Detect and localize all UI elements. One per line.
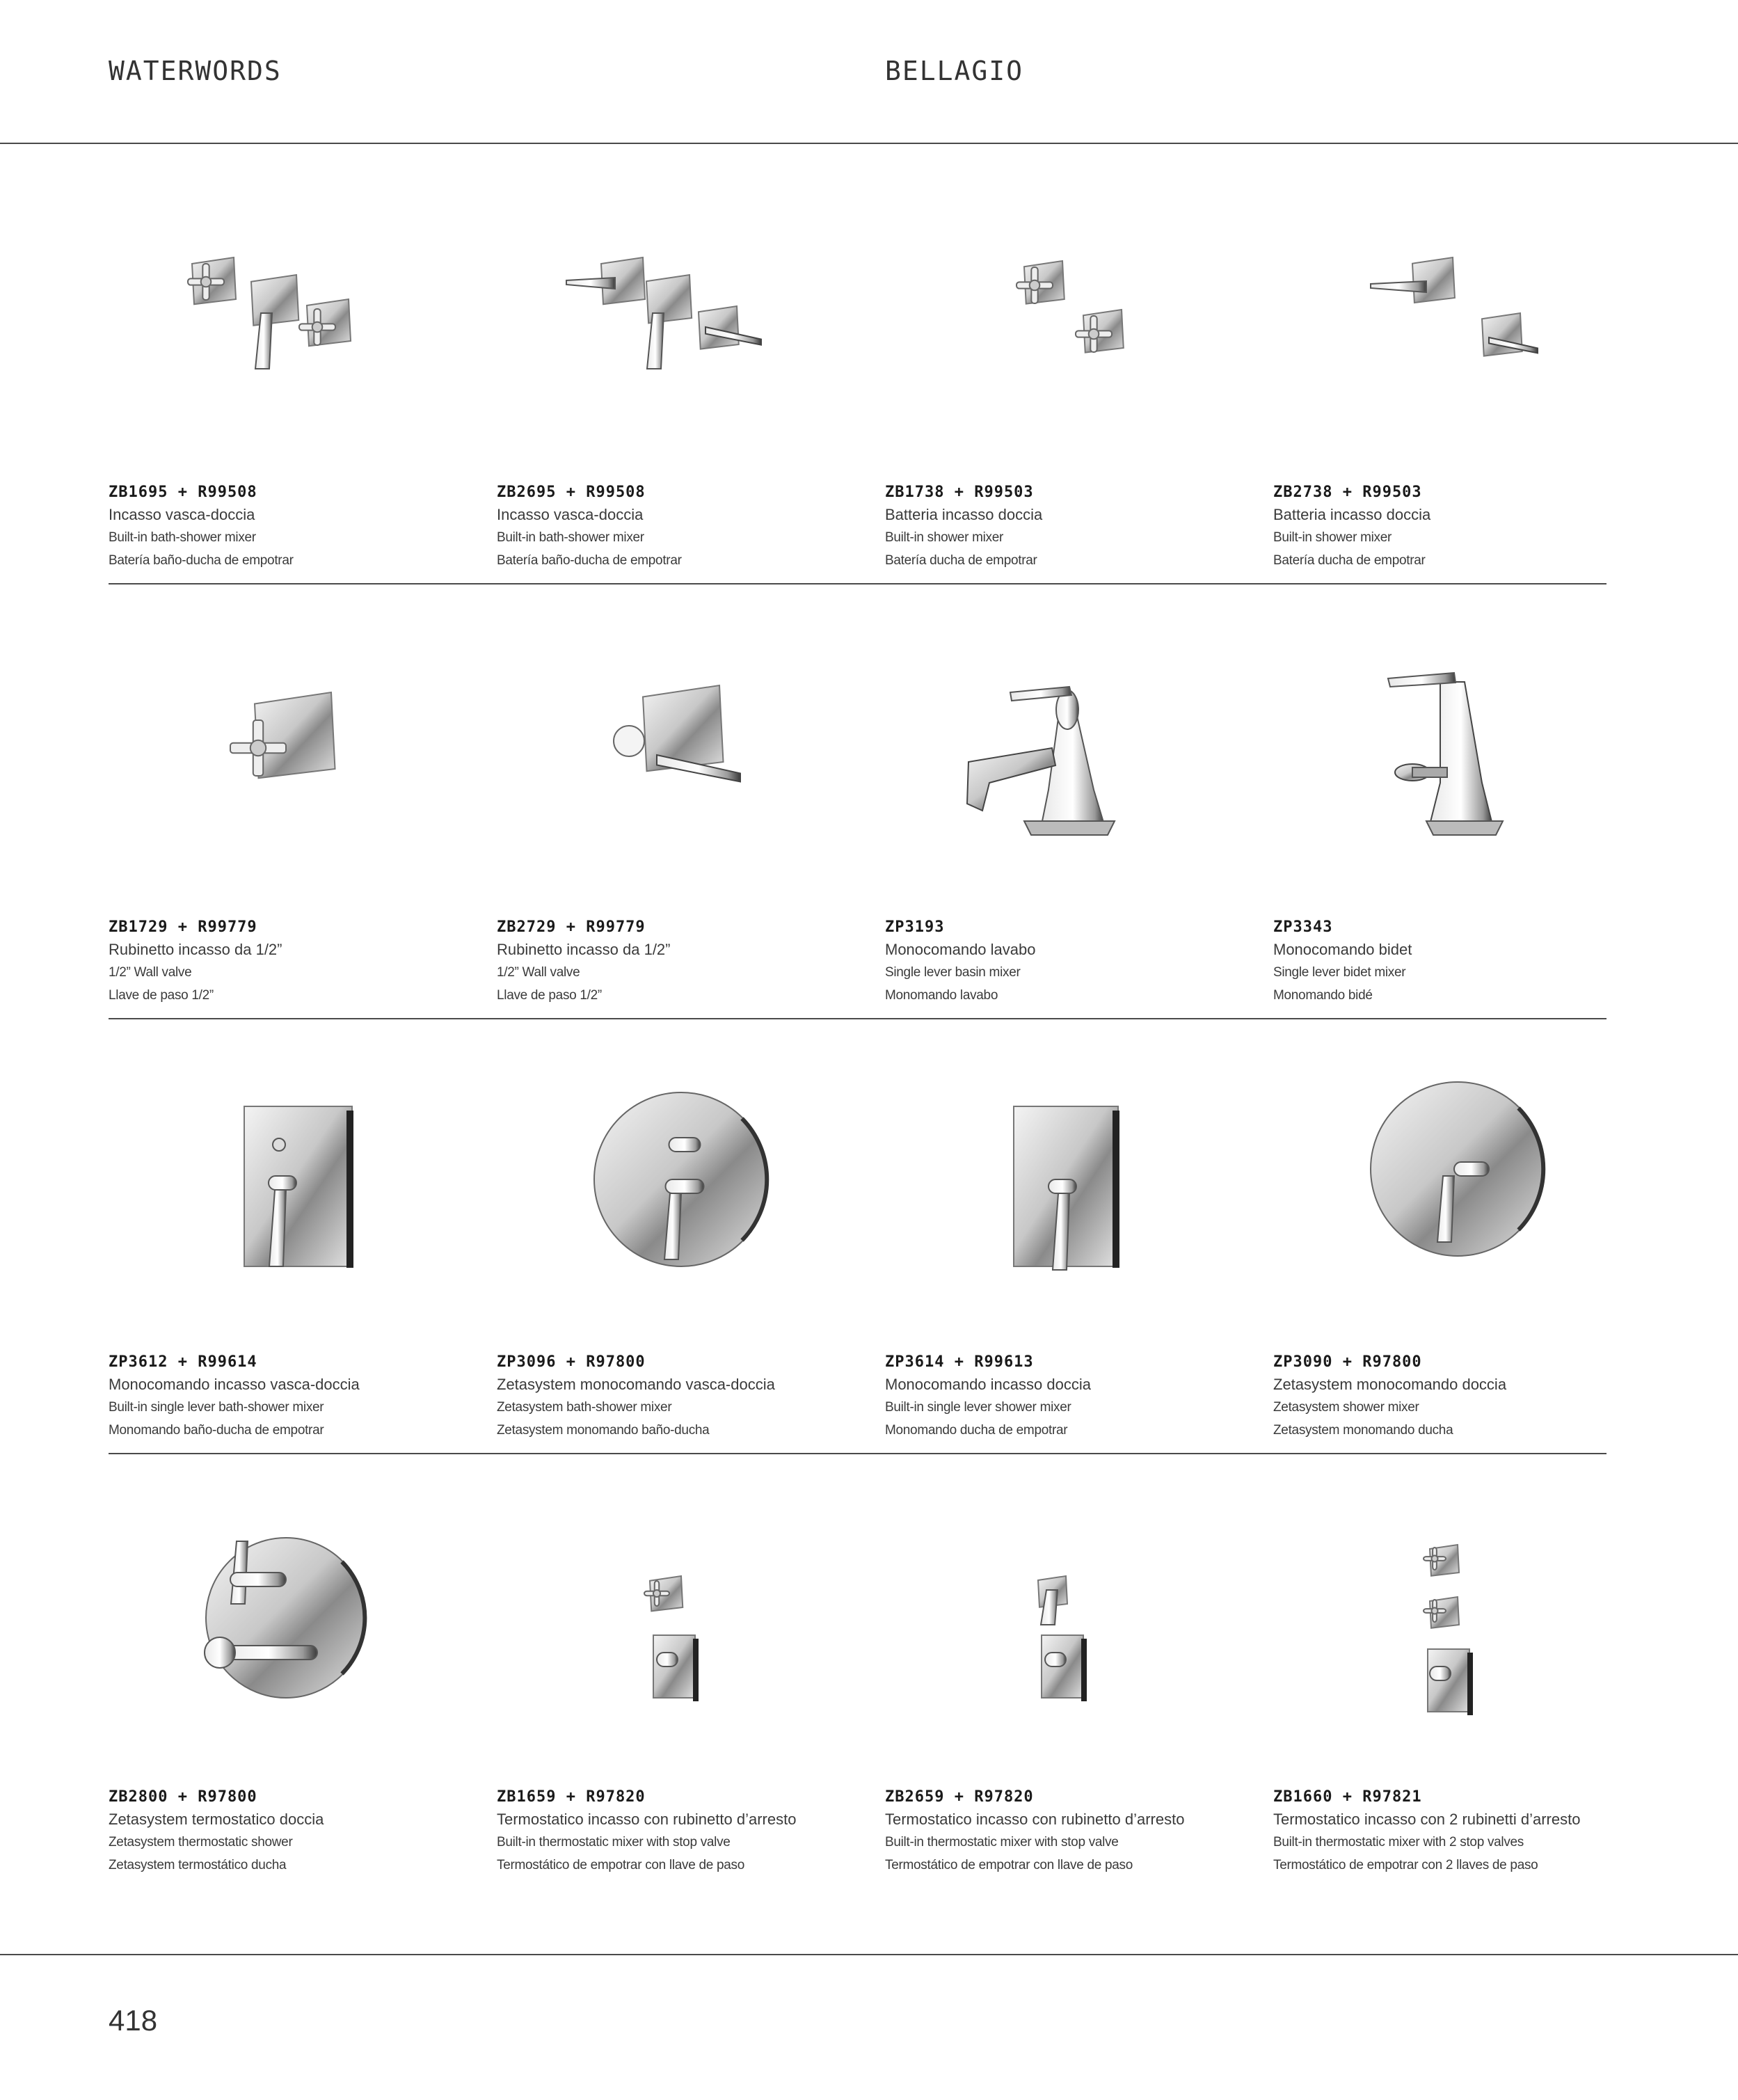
product-name-en: 1/2” Wall valve xyxy=(109,965,192,980)
three-valve-cross-lever-icon xyxy=(109,209,484,438)
product-name-en: Built-in single lever shower mixer xyxy=(885,1400,1071,1415)
product-name-es: Batería ducha de empotrar xyxy=(1273,553,1426,568)
product-code: ZB2738 + R99503 xyxy=(1273,484,1422,501)
product-name-en: Zetasystem bath-shower mixer xyxy=(497,1400,672,1415)
product-name-en: Zetasystem thermostatic shower xyxy=(109,1835,293,1850)
row-divider xyxy=(109,1453,1607,1454)
product-name-it: Monocomando incasso doccia xyxy=(885,1376,1091,1393)
square-plate-diverter-icon xyxy=(109,1079,484,1308)
product-name-en: Built-in thermostatic mixer with stop valve xyxy=(885,1835,1119,1850)
round-plate-diverter-icon xyxy=(497,1079,872,1308)
product-name-it: Zetasystem monocomando doccia xyxy=(1273,1376,1507,1393)
product-name-it: Batteria incasso doccia xyxy=(1273,506,1431,523)
product-code: ZB2659 + R97820 xyxy=(885,1788,1034,1806)
basin-mixer-icon xyxy=(885,644,1261,873)
product-name-en: Single lever bidet mixer xyxy=(1273,965,1406,980)
product-name-en: Built-in shower mixer xyxy=(1273,530,1392,545)
product-name-es: Llave de paso 1/2” xyxy=(497,988,602,1003)
product-code: ZB1659 + R97820 xyxy=(497,1788,646,1806)
two-valve-lever-icon xyxy=(1273,209,1649,438)
product-code: ZB2800 + R97800 xyxy=(109,1788,257,1806)
product-code: ZP3343 xyxy=(1273,918,1333,936)
product-name-es: Monomando bidé xyxy=(1273,988,1373,1003)
product-name-it: Termostatico incasso con 2 rubinetti d’arresto xyxy=(1273,1811,1581,1828)
product-name-it: Monocomando bidet xyxy=(1273,941,1412,958)
wall-valve-cross-icon xyxy=(109,644,484,873)
product-code: ZP3612 + R99614 xyxy=(109,1353,257,1371)
product-name-es: Zetasystem monomando baño-ducha xyxy=(497,1423,710,1438)
product-name-it: Rubinetto incasso da 1/2” xyxy=(497,941,671,958)
product-code: ZB2729 + R99779 xyxy=(497,918,646,936)
row-divider xyxy=(109,583,1607,584)
bottom-divider xyxy=(0,1954,1738,1955)
product-name-es: Zetasystem monomando ducha xyxy=(1273,1423,1453,1438)
page-number: 418 xyxy=(109,2004,158,2037)
product-name-es: Monomando baño-ducha de empotrar xyxy=(109,1423,324,1438)
product-name-en: 1/2” Wall valve xyxy=(497,965,580,980)
product-name-it: Termostatico incasso con rubinetto d’arresto xyxy=(885,1811,1185,1828)
row-divider xyxy=(109,1018,1607,1019)
round-plate-lever-icon xyxy=(1273,1079,1649,1308)
square-plate-lever-icon xyxy=(885,1079,1261,1308)
product-name-es: Termostático de empotrar con llave de paso xyxy=(497,1858,744,1872)
product-name-es: Llave de paso 1/2” xyxy=(109,988,214,1003)
product-name-it: Monocomando lavabo xyxy=(885,941,1036,958)
product-name-en: Single lever basin mixer xyxy=(885,965,1021,980)
product-code: ZB1729 + R99779 xyxy=(109,918,257,936)
product-name-es: Batería baño-ducha de empotrar xyxy=(497,553,682,568)
product-name-en: Built-in thermostatic mixer with stop valve xyxy=(497,1835,731,1850)
three-valve-lever-icon xyxy=(497,209,872,438)
bidet-mixer-icon xyxy=(1273,644,1649,873)
product-code: ZP3614 + R99613 xyxy=(885,1353,1034,1371)
thermostatic-cross-stop-icon xyxy=(497,1513,872,1743)
product-name-es: Monomando lavabo xyxy=(885,988,998,1003)
product-name-es: Zetasystem termostático ducha xyxy=(109,1858,287,1872)
product-name-es: Monomando ducha de empotrar xyxy=(885,1423,1068,1438)
product-name-en: Built-in bath-shower mixer xyxy=(497,530,644,545)
thermostatic-lever-stop-icon xyxy=(885,1513,1261,1743)
product-name-it: Incasso vasca-doccia xyxy=(497,506,644,523)
product-name-en: Built-in bath-shower mixer xyxy=(109,530,256,545)
product-code: ZB1660 + R97821 xyxy=(1273,1788,1422,1806)
product-name-es: Batería baño-ducha de empotrar xyxy=(109,553,294,568)
round-thermostatic-icon xyxy=(109,1513,484,1743)
product-code: ZP3096 + R97800 xyxy=(497,1353,646,1371)
product-code: ZP3193 xyxy=(885,918,945,936)
product-name-es: Termostático de empotrar con 2 llaves de paso xyxy=(1273,1858,1538,1872)
product-name-it: Batteria incasso doccia xyxy=(885,506,1043,523)
product-code: ZB1695 + R99508 xyxy=(109,484,257,501)
product-name-it: Zetasystem termostatico doccia xyxy=(109,1811,324,1828)
product-name-en: Built-in shower mixer xyxy=(885,530,1004,545)
collection-header: BELLAGIO xyxy=(885,56,1024,86)
product-name-en: Zetasystem shower mixer xyxy=(1273,1400,1419,1415)
product-name-it: Monocomando incasso vasca-doccia xyxy=(109,1376,360,1393)
product-name-it: Rubinetto incasso da 1/2” xyxy=(109,941,282,958)
product-name-it: Zetasystem monocomando vasca-doccia xyxy=(497,1376,775,1393)
product-code: ZP3090 + R97800 xyxy=(1273,1353,1422,1371)
product-name-en: Built-in thermostatic mixer with 2 stop valves xyxy=(1273,1835,1524,1850)
product-name-it: Incasso vasca-doccia xyxy=(109,506,255,523)
product-code: ZB1738 + R99503 xyxy=(885,484,1034,501)
product-code: ZB2695 + R99508 xyxy=(497,484,646,501)
product-name-es: Batería ducha de empotrar xyxy=(885,553,1037,568)
two-valve-cross-icon xyxy=(885,209,1261,438)
product-name-es: Termostático de empotrar con llave de paso xyxy=(885,1858,1133,1872)
wall-valve-lever-icon xyxy=(497,644,872,873)
product-name-en: Built-in single lever bath-shower mixer xyxy=(109,1400,324,1415)
thermostatic-two-stop-icon xyxy=(1273,1513,1649,1743)
top-divider xyxy=(0,143,1738,144)
product-name-it: Termostatico incasso con rubinetto d’arresto xyxy=(497,1811,797,1828)
brand-header: WATERWORDS xyxy=(109,56,282,86)
